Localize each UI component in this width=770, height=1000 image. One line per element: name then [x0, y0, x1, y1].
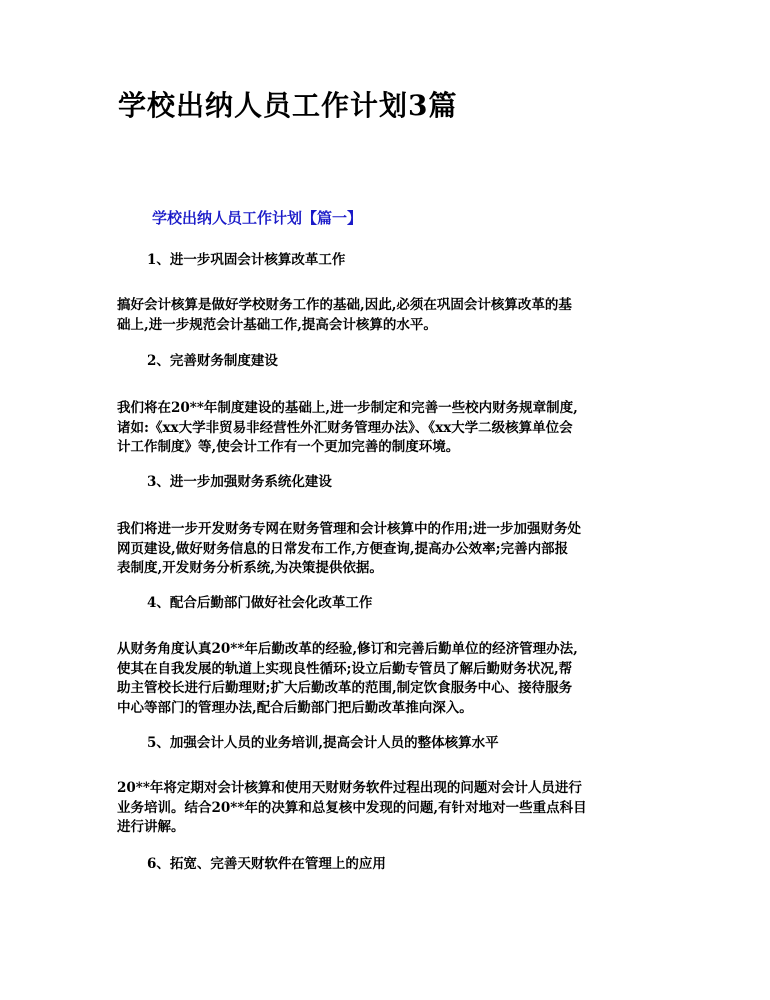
paragraph-line: 计工作制度》等,使会计工作有一个更加完善的制度环境。	[117, 439, 460, 455]
section-paragraph-4	[117, 640, 662, 718]
paragraph-line: 使其在自我发展的轨道上实现良性循环;设立后勤专管员了解后勤财务状况,帮	[117, 660, 573, 677]
section-paragraph-2	[117, 399, 662, 458]
section-heading-4: 4、配合后勤部门做好社会化改革工作	[147, 595, 373, 611]
section-paragraph-3	[117, 520, 662, 579]
section-heading-5: 5、加强会计人员的业务培训,提高会计人员的整体核算水平	[147, 735, 499, 751]
paragraph-line: 我们将在20**年制度建设的基础上,进一步制定和完善一些校内财务规章制度,	[117, 400, 578, 416]
paragraph-line: 础上,进一步规范会计基础工作,提高会计核算的水平。	[117, 316, 437, 333]
section-paragraph-5	[117, 779, 662, 838]
section-heading-1: 1、进一步巩固会计核算改革工作	[147, 252, 346, 268]
section-subtitle: 学校出纳人员工作计划【篇一】	[152, 209, 363, 227]
section-paragraph-1	[117, 296, 662, 335]
section-heading-2: 2、完善财务制度建设	[147, 353, 278, 369]
paragraph-line: 诸如:《xx大学非贸易非经营性外汇财务管理办法》、《xx大学二级核算单位会	[117, 419, 573, 436]
paragraph-line: 业务培训。结合20**年的决算和总复核中发现的问题,有针对地对一些重点科目	[117, 799, 587, 816]
paragraph-line: 搞好会计核算是做好学校财务工作的基础,因此,必须在巩固会计核算改革的基	[117, 297, 572, 313]
paragraph-line: 20**年将定期对会计核算和使用天财财务软件过程出现的问题对会计人员进行	[117, 780, 582, 796]
section-heading-6: 6、拓宽、完善天财软件在管理上的应用	[147, 856, 386, 872]
paragraph-line: 网页建设,做好财务信息的日常发布工作,方便查询,提高办公效率;完善内部报	[117, 540, 569, 557]
section-heading-3: 3、进一步加强财务系统化建设	[147, 474, 332, 490]
paragraph-line: 表制度,开发财务分析系统,为决策提供依据。	[117, 560, 383, 576]
paragraph-line: 助主管校长进行后勤理财;扩大后勤改革的范围,制定饮食服务中心、接待服务	[117, 680, 573, 696]
paragraph-line: 中心等部门的管理办法,配合后勤部门把后勤改革推向深入。	[117, 699, 473, 716]
paragraph-line: 进行讲解。	[117, 819, 185, 835]
document-title: 学校出纳人员工作计划3篇	[118, 89, 458, 122]
paragraph-line: 我们将进一步开发财务专网在财务管理和会计核算中的作用;进一步加强财务处	[117, 521, 581, 537]
paragraph-line: 从财务角度认真20**年后勤改革的经验,修订和完善后勤单位的经济管理办法,	[117, 641, 578, 657]
